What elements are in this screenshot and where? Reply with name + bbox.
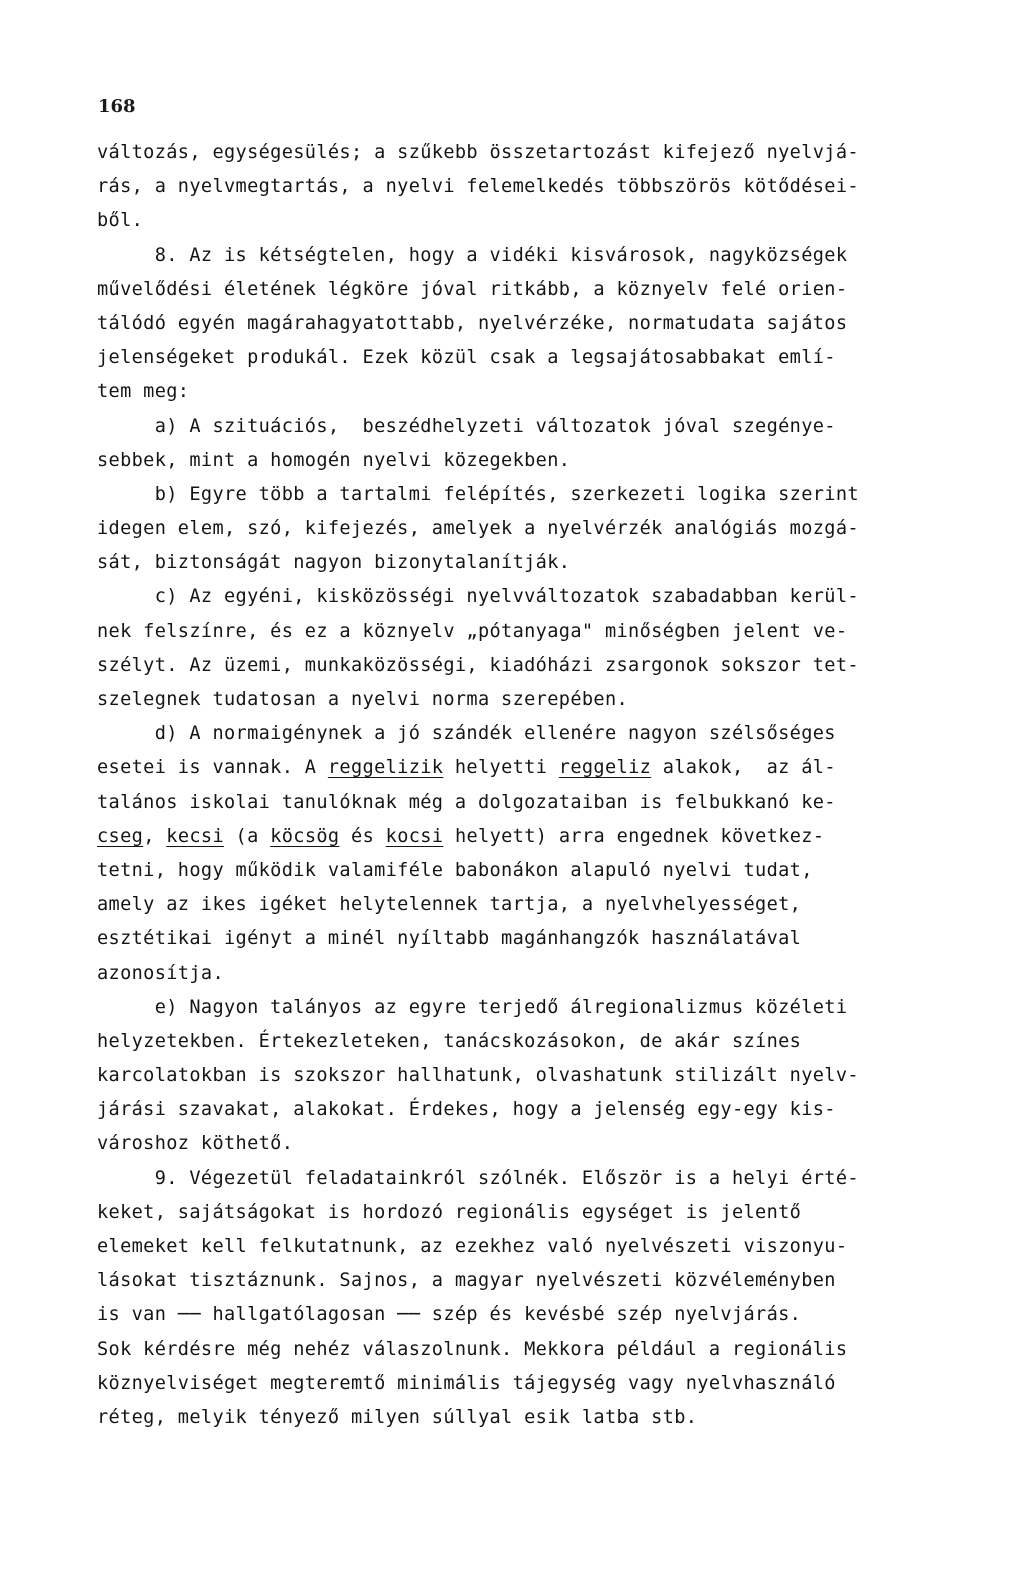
text-line	[97, 683, 977, 717]
text-segment: köznyelviséget megteremtő minimális tájegység vagy nyelvhasználó	[97, 1372, 836, 1394]
text-segment: c) Az egyéni, kisközösségi nyelvváltozatok szabadabban kerül-	[97, 586, 859, 608]
text-segment: is van ── hallgatólagosan ── szép és kevésbé szép nyelvjárás.	[97, 1304, 802, 1326]
text-segment: helyzetekben. Értekezleteken, tanácskozásokon, de akár színes	[97, 1030, 802, 1052]
text-line	[97, 1162, 977, 1196]
text-line	[97, 888, 977, 922]
text-segment: ,	[143, 825, 167, 847]
text-line	[97, 136, 977, 170]
text-line	[97, 512, 977, 546]
text-segment: (a	[224, 825, 271, 847]
text-line	[97, 786, 977, 820]
body-text	[97, 136, 977, 1435]
text-segment: sebbek, mint a homogén nyelvi közegekben.	[97, 449, 571, 471]
text-segment: nek felszínre, és ez a köznyelv „pótanyaga" minőségben jelent ve-	[97, 620, 848, 642]
text-line	[97, 854, 977, 888]
text-segment: városhoz köthető.	[97, 1133, 294, 1155]
page-number: 168	[98, 96, 136, 117]
text-line	[97, 751, 977, 785]
text-line	[97, 1196, 977, 1230]
text-segment: b) Egyre több a tartalmi felépítés, szerkezeti logika szerint	[97, 483, 859, 505]
text-segment: elemeket kell felkutatnunk, az ezekhez való nyelvészeti viszonyu-	[97, 1236, 848, 1257]
text-line	[97, 820, 977, 854]
text-segment: szelegnek tudatosan a nyelvi norma szerepében.	[97, 689, 629, 710]
text-line	[97, 1093, 977, 1127]
underlined-word: cseg	[97, 825, 144, 847]
text-segment: esetei is vannak. A	[97, 757, 328, 779]
text-line	[97, 204, 977, 238]
text-line	[97, 1333, 977, 1367]
text-line	[97, 239, 977, 273]
text-line	[97, 170, 977, 204]
text-line	[97, 273, 977, 307]
text-segment: azonosítja.	[97, 962, 224, 984]
text-line	[97, 307, 977, 341]
text-segment: réteg, melyik tényező milyen súllyal esik latba stb.	[97, 1406, 698, 1428]
text-segment: rás, a nyelvmegtartás, a nyelvi felemelkedés többszörös kötődései-	[97, 176, 859, 198]
text-segment: alakok, az ál-	[651, 757, 836, 779]
text-line	[97, 922, 977, 956]
text-line	[97, 1264, 977, 1298]
text-line	[97, 957, 977, 991]
text-segment: d) A normaigénynek a jó szándék ellenére nagyon szélsőséges	[97, 723, 836, 745]
underlined-word: kocsi	[385, 825, 444, 847]
underlined-word: reggelizik	[327, 757, 444, 779]
text-segment: talános iskolai tanulóknak még a dolgozataiban is felbukkanó ke-	[97, 791, 836, 813]
text-segment: művelődési életének légköre jóval ritkább, a köznyelv felé orien-	[97, 278, 848, 300]
text-line	[97, 1298, 977, 1332]
text-segment: ből.	[97, 210, 144, 232]
text-line	[97, 717, 977, 751]
text-line	[97, 1230, 977, 1264]
text-segment: és	[339, 825, 386, 847]
text-segment: amely az ikes igéket helytelennek tartja, a nyelvhelyességet,	[97, 894, 802, 916]
text-segment: a) A szituációs, beszédhelyzeti változatok jóval szegénye-	[97, 415, 836, 437]
text-line	[97, 444, 977, 478]
text-segment: helyetti	[443, 757, 559, 779]
text-segment: 8. Az is kétségtelen, hogy a vidéki kisvárosok, nagyközségek	[97, 244, 848, 266]
text-segment: tetni, hogy működik valamiféle babonákon alapuló nyelvi tudat,	[97, 859, 813, 881]
text-line	[97, 1401, 977, 1435]
text-line	[97, 410, 977, 444]
text-segment: Sok kérdésre még nehéz válaszolnunk. Mekkora például a regionális	[97, 1338, 848, 1360]
underlined-word: reggeliz	[558, 757, 652, 779]
text-line	[97, 1127, 977, 1161]
text-line	[97, 546, 977, 580]
text-segment: szélyt. Az üzemi, munkaközösségi, kiadóházi zsargonok sokszor tet-	[97, 654, 859, 676]
text-segment: e) Nagyon talányos az egyre terjedő álregionalizmus közéleti	[97, 996, 848, 1018]
text-line	[97, 375, 977, 409]
text-segment: tálódó egyén magárahagyatottabb, nyelvérzéke, normatudata sajátos	[97, 312, 848, 334]
text-line	[97, 991, 977, 1025]
text-line	[97, 580, 977, 614]
text-line	[97, 1059, 977, 1093]
text-line	[97, 341, 977, 375]
text-line	[97, 615, 977, 649]
text-segment: karcolatokban is szokszor hallhatunk, olvashatunk stilizált nyelv-	[97, 1065, 859, 1087]
underlined-word: kecsi	[166, 825, 225, 847]
text-segment: változás, egységesülés; a szűkebb összetartozást kifejező nyelvjá-	[97, 142, 859, 163]
text-segment: 9. Végezetül feladatainkról szólnék. Először is a helyi érté-	[97, 1167, 859, 1189]
text-line	[97, 1025, 977, 1059]
text-segment: járási szavakat, alakokat. Érdekes, hogy a jelenség egy-egy kis-	[97, 1099, 836, 1121]
text-segment: idegen elem, szó, kifejezés, amelyek a nyelvérzék analógiás mozgá-	[97, 518, 859, 540]
text-segment: esztétikai igényt a minél nyíltabb magánhangzók használatával	[97, 928, 802, 950]
text-line	[97, 478, 977, 512]
text-segment: keket, sajátságokat is hordozó regionális egységet is jelentő	[97, 1201, 802, 1223]
text-line	[97, 649, 977, 683]
text-segment: helyett) arra engednek következ-	[443, 825, 825, 847]
text-segment: jelenségeket produkál. Ezek közül csak a legsajátosabbakat emlí-	[97, 347, 836, 369]
underlined-word: köcsög	[270, 825, 340, 847]
text-line	[97, 1367, 977, 1401]
text-segment: lásokat tisztáznunk. Sajnos, a magyar nyelvészeti közvéleményben	[97, 1270, 836, 1292]
text-segment: tem meg:	[97, 381, 190, 403]
text-segment: sát, biztonságát nagyon bizonytalanítják.	[97, 552, 571, 574]
